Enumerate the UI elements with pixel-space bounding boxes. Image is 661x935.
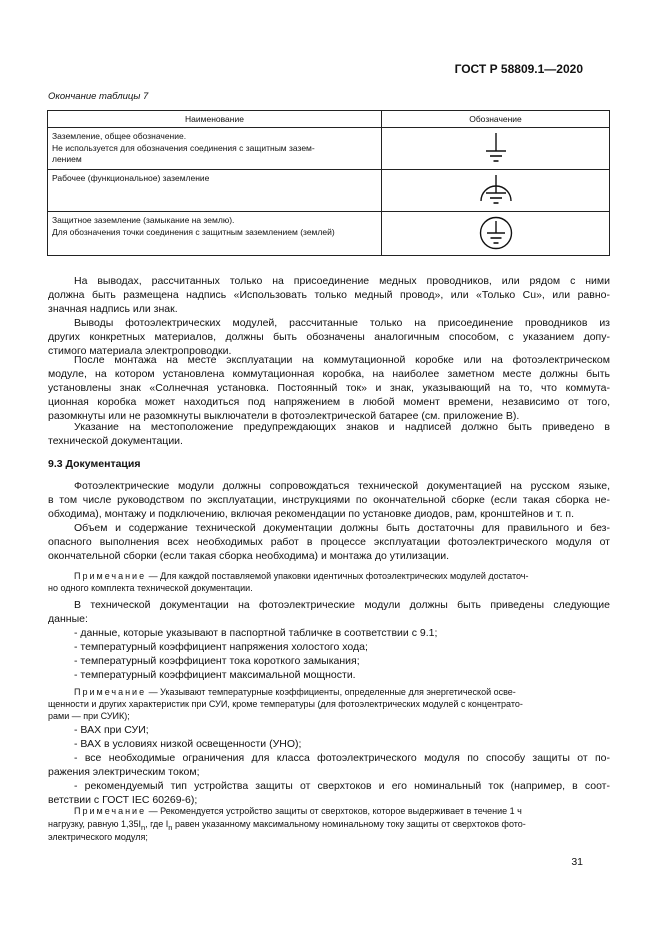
paragraph-line: ционная коробка может находиться под напряжением в любой момент времени, независимо от того, <box>48 396 610 408</box>
paragraph-line: На выводах, рассчитанных только на присоединение медных проводников, или рядом с ними <box>74 275 610 287</box>
protective-earth-icon <box>478 215 514 251</box>
list-item: ражения электрическим током; <box>48 766 200 778</box>
paragraph-line: в том числе руководством по эксплуатации, инструкциями по окончательной сборке (если такая сборка не- <box>48 494 610 506</box>
symbols-table <box>47 110 610 256</box>
table-row: Заземление, общее обозначение. Не используется для обозначения соединения с защитным зазем- лением <box>48 128 610 170</box>
table-row: Рабочее (функциональное) заземление <box>48 170 610 212</box>
list-item: - ВАХ при СУИ; <box>74 724 149 736</box>
note-line: щенности и других характеристик при СУИ, кроме температуры (для фотоэлектрических модулей с концентрато- <box>48 699 523 709</box>
functional-earth-icon <box>478 173 514 207</box>
paragraph-line: других конкретных материалов, должны быть обозначены аналогичным способом, с указанием допу- <box>48 331 610 343</box>
paragraph-line: Фотоэлектрические модули должны сопровождаться технической документацией на русском языке, <box>74 480 610 492</box>
note-line: электрического модуля; <box>48 832 148 842</box>
paragraph-line: Объем и содержание технической документации должны быть достаточны для правильного и без- <box>74 522 610 534</box>
column-header-symbol: Обозначение <box>382 111 610 128</box>
table-caption: Окончание таблицы 7 <box>48 91 149 102</box>
paragraph-line: разомкнуты или не разомкнуты выключатели в фотоэлектрической батарее (см. приложение В). <box>48 410 520 422</box>
list-item: - все необходимые ограничения для класса фотоэлектрического модуля по способу защиты от по- <box>74 752 610 764</box>
list-item: ветствии с ГОСТ IEC 60269-6); <box>48 794 198 806</box>
document-id: ГОСТ Р 58809.1—2020 <box>454 62 583 76</box>
paragraph-line: модуле, на котором установлена коммутационная коробка, на наиболее заметном месте должны быть <box>48 368 610 380</box>
paragraph-line: значная надпись или знак. <box>48 303 178 315</box>
note-line: рами — при СУИК); <box>48 711 130 721</box>
paragraph-line: опасного выполнения всех необходимых работ в процессе эксплуатации фотоэлектрического модуля от <box>48 536 610 548</box>
paragraph-line: технической документации. <box>48 435 183 447</box>
note-line: но одного комплекта технической документации. <box>48 583 253 593</box>
note: Примечание — Указывают температурные коэффициенты, определенные для энергетической осве- <box>74 687 516 697</box>
paragraph-line: Указание на местоположение предупреждающих знаков и надписей должно быть приведено в <box>74 421 610 433</box>
list-item: - данные, которые указывают в паспортной табличке в соответствии с 9.1; <box>74 627 438 639</box>
paragraph-line: обходима), монтажу и подключению, включая рекомендации по установке диодов, рам, кронштейнов и т. п. <box>48 508 575 520</box>
note-line: нагрузку, равную $1,35I_n$, где $I_n$ равен указанному максимальному номинальному току защиты от сверхтоков фото- <box>48 819 526 832</box>
note: Примечание — Рекомендуется устройство защиты от сверхтоков, которое выдерживает в течение 1 ч <box>74 806 522 816</box>
page-number: 31 <box>571 856 583 868</box>
table-row: Защитное заземление (замыкание на землю). Для обозначения точки соединения с защитным заземлением (землей) <box>48 212 610 256</box>
paragraph-line: должна быть размещена надпись «Использовать только медный провод», или «Только Cu», или равно- <box>48 289 610 301</box>
paragraph-line: В технической документации на фотоэлектрические модули должны быть приведены следующие <box>74 599 610 611</box>
list-item: - температурный коэффициент тока короткого замыкания; <box>74 655 360 667</box>
column-header-name: Наименование <box>48 111 382 128</box>
list-item: - ВАХ в условиях низкой освещенности (УНО); <box>74 738 302 750</box>
earth-ground-icon <box>483 131 509 165</box>
list-item: - рекомендуемый тип устройства защиты от сверхтоков и его номинальный ток (например, в соот- <box>74 780 610 792</box>
list-item: - температурный коэффициент напряжения холостого хода; <box>74 641 368 653</box>
paragraph-line: данные: <box>48 613 88 625</box>
section-title: 9.3 Документация <box>48 458 141 470</box>
paragraph-line: Выводы фотоэлектрических модулей, рассчитанные только на присоединение проводников из <box>74 317 610 329</box>
list-item: - температурный коэффициент максимальной мощности. <box>74 669 356 681</box>
paragraph-line: установлены знак «Солнечная установка. Постоянный ток» и знак, указывающий на то, что коммута- <box>48 382 610 394</box>
note: Примечание — Для каждой поставляемой упаковки идентичных фотоэлектрических модулей достаточ- <box>74 571 529 581</box>
paragraph-line: окончательной сборки (если такая сборка необходима) и монтажа до утилизации. <box>48 550 450 562</box>
paragraph-line: После монтажа на месте эксплуатации на коммутационной коробке или на фотоэлектрическом <box>74 354 610 366</box>
paragraph-line: стимого материала электропроводки. <box>48 345 232 357</box>
